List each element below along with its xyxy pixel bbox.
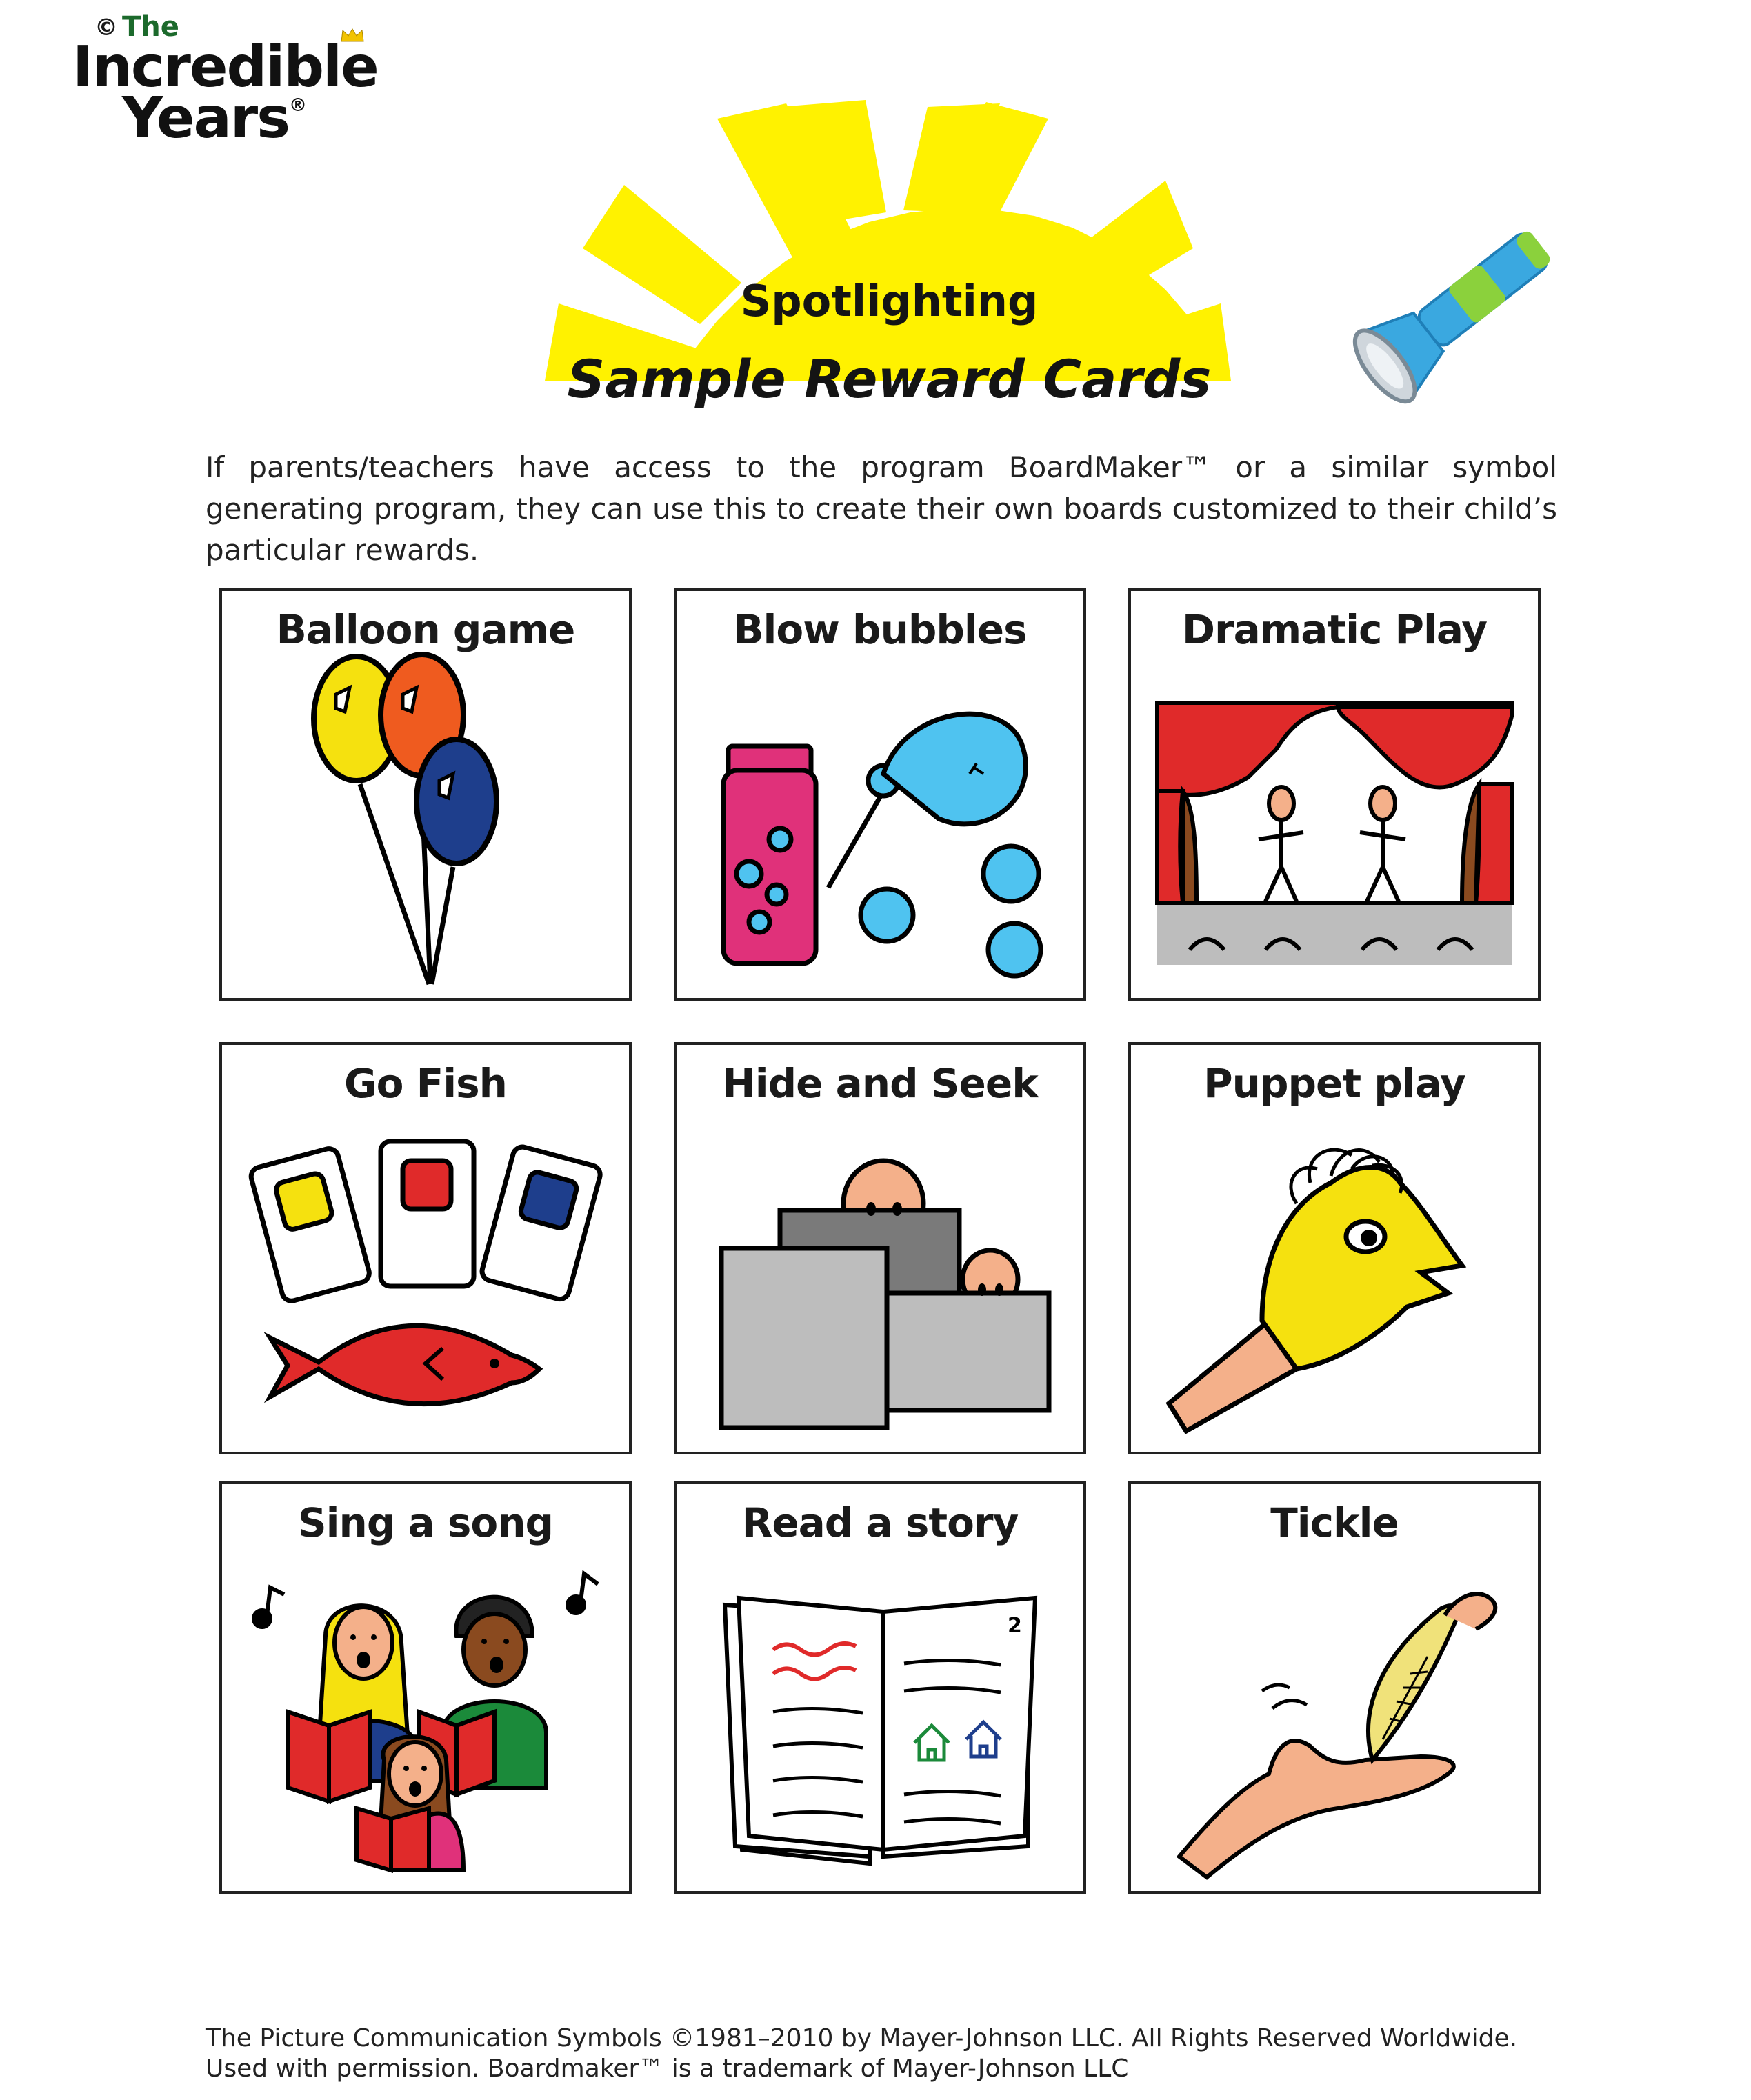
book-page-number: 2 — [1008, 1614, 1022, 1638]
hide-and-seek-icon — [677, 1045, 1083, 1452]
cards-and-fish-icon — [222, 1045, 629, 1452]
card-label: Go Fish — [344, 1060, 507, 1107]
card-tickle — [1128, 1481, 1541, 1894]
book-icon — [677, 1484, 1083, 1891]
card-hide-and-seek — [674, 1042, 1086, 1454]
card-dramatic-play — [1128, 588, 1541, 1001]
balloons-icon — [222, 591, 629, 998]
card-label: Sing a song — [297, 1499, 554, 1546]
card-puppet-play — [1128, 1042, 1541, 1454]
singers-icon — [222, 1484, 629, 1891]
card-balloon-game — [219, 588, 632, 1001]
card-label: Dramatic Play — [1181, 606, 1488, 653]
card-label: Balloon game — [276, 606, 575, 653]
logo-years: Years® — [122, 86, 306, 151]
intro-paragraph: If parents/teachers have access to the program BoardMaker™ or a similar symbol generating program, they can use this to create their own boards customized to their child’s particular rewards. — [206, 450, 1557, 567]
logo-incredible: Incredible — [72, 34, 378, 100]
puppet-icon — [1131, 1045, 1538, 1452]
card-label: Puppet play — [1203, 1060, 1465, 1107]
page-title: Spotlighting — [740, 276, 1039, 326]
feather-hand-icon — [1131, 1484, 1538, 1891]
card-sing-a-song — [219, 1481, 632, 1894]
card-label: Read a story — [741, 1499, 1019, 1546]
card-go-fish — [219, 1042, 632, 1454]
logo-copyright: © — [94, 14, 118, 41]
footer-credits: The Picture Communication Symbols ©1981–2010 by Mayer-Johnson LLC. All Rights Reserved Worldwide. Used with permission. Boardmaker™ is a trademark of Mayer-Johnson LLC — [206, 2024, 1518, 2083]
card-label: Tickle — [1270, 1499, 1399, 1546]
card-blow-bubbles — [674, 588, 1086, 1001]
card-label: Hide and Seek — [722, 1060, 1038, 1107]
page-subtitle: Sample Reward Cards — [567, 348, 1212, 410]
stage-icon — [1131, 591, 1538, 998]
logo-the: The — [122, 11, 179, 43]
flashlight-icon — [1338, 207, 1572, 414]
card-label: Blow bubbles — [733, 606, 1027, 653]
bubbles-icon — [677, 591, 1083, 998]
card-read-a-story — [674, 1481, 1086, 1894]
